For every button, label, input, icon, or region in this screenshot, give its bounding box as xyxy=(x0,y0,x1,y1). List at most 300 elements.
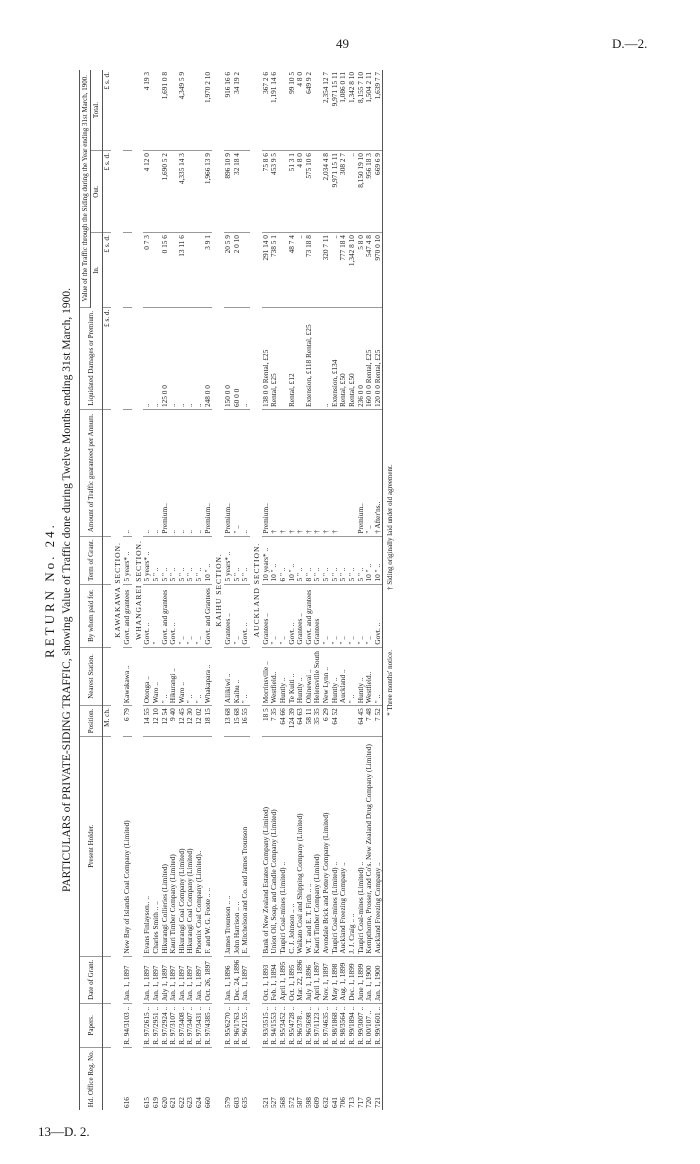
cell-holder: Hikurangi Coal Company (Limited) xyxy=(178,736,187,956)
cell-in xyxy=(241,233,250,307)
header-total: Total. xyxy=(91,70,102,151)
cell-holder: J. J. Craig .. .. xyxy=(348,736,357,956)
cell-holder: Avondale Brick and Pottery Company (Limited) xyxy=(322,736,331,956)
cell-holder: Kauri Timber Company (Limited) xyxy=(169,736,178,956)
cell-total xyxy=(123,70,132,151)
section-heading xyxy=(250,70,262,1110)
cell-date: Oct. 26, 1897 xyxy=(204,956,213,1003)
cell-position: 15 68 xyxy=(233,706,242,736)
cell-date: Feb. 1, 1894 xyxy=(270,956,279,1003)
cell-total: 8,155 7 10 xyxy=(357,70,366,151)
cell-guaranteed: Premium.. xyxy=(224,410,233,537)
cell-ho: 721 xyxy=(374,1047,383,1110)
section-heading xyxy=(212,70,224,1110)
cell-position: 6 29 xyxy=(322,706,331,736)
table-row xyxy=(279,70,288,1110)
cell-guaranteed: † xyxy=(296,410,305,537)
cell-term: 10 " .. xyxy=(365,536,374,584)
unit-total: £ s. d. xyxy=(102,70,111,151)
cell-out: 896 10 9 xyxy=(224,151,233,233)
table-row xyxy=(178,70,187,1110)
cell-paid: Govt. and grantees xyxy=(161,584,170,647)
cell-station: Hikurangi .. xyxy=(169,647,178,706)
cell-guaranteed: † xyxy=(305,410,314,537)
cell-station: Te Kuiti .. xyxy=(288,647,297,706)
cell-station: Aliikiwi .. xyxy=(224,647,233,706)
cell-holder: Hikurangi Coal Company (Limited) xyxy=(186,736,195,956)
cell-holder: Phoenix Coal Company (Limited).. xyxy=(195,736,204,956)
cell-paid: Govt. and Grantees xyxy=(204,584,213,647)
cell-guaranteed: .. xyxy=(143,410,152,537)
cell-paid: " .. xyxy=(339,584,348,647)
cell-paid: Govt. .. xyxy=(169,584,178,647)
cell-station: " .. xyxy=(241,647,250,706)
cell-damages: .. xyxy=(241,307,250,409)
cell-total: 9,971 15 11 xyxy=(331,70,340,151)
cell-ho: 624 xyxy=(194,1097,204,1108)
cell-paid: " .. xyxy=(178,584,187,647)
cell-in: 3 9 1 xyxy=(204,233,213,307)
cell-position: 124 39 xyxy=(288,706,297,736)
cell-damages: Rental, £12 xyxy=(288,307,297,409)
cell-out: 1,690 5 2 xyxy=(161,151,170,233)
cell-total xyxy=(241,70,250,151)
cell-paid: " .. xyxy=(357,584,366,647)
cell-guaranteed: Premium.. xyxy=(262,410,271,537)
header-value-group: Value of the Traffic through the Siding during the Year ending 31st March, 1900. xyxy=(80,70,91,307)
cell-papers: R. 95/6270 .. xyxy=(224,1003,233,1047)
cell-papers: R. 95/4728 .. xyxy=(288,1003,297,1047)
cell-paid: " .. xyxy=(348,584,357,647)
cell-station: " .. xyxy=(374,647,383,706)
cell-total: 1,691 0 8 xyxy=(161,70,170,151)
cell-in: 291 14 0 xyxy=(262,233,271,307)
cell-ho: 616 xyxy=(121,1097,131,1108)
cell-date: Dec. 24, 1896 xyxy=(233,956,242,1003)
footnote-old-agreement: † Siding originally laid under old agreement. xyxy=(386,464,395,591)
cell-damages xyxy=(313,307,322,409)
cell-holder: Bank of New Zealand Estates Company (Limited) xyxy=(262,736,271,956)
cell-term: 5 " .. xyxy=(339,536,348,584)
cell-position: 12 10 xyxy=(152,706,161,736)
cell-paid: Govt. and grantees xyxy=(123,584,132,647)
cell-ho: 603 xyxy=(231,1097,241,1108)
cell-out: 75 8 6 xyxy=(262,151,271,233)
cell-position: 18 5 xyxy=(262,706,271,736)
cell-position xyxy=(339,706,348,736)
cell-guaranteed: " .. xyxy=(365,410,374,537)
cell-holder: Waikato Coal and Shipping Company (Limited) xyxy=(296,736,305,956)
cell-guaranteed: † xyxy=(313,410,322,537)
cell-station: Ohinewai .. xyxy=(305,647,314,706)
cell-position: 12 45 xyxy=(178,706,187,736)
cell-total: 916 16 6 xyxy=(224,70,233,151)
cell-holder: E. Mitchelson and Co. and James Trounson xyxy=(241,736,250,956)
cell-position: 35 35 xyxy=(313,706,322,736)
cell-date: Oct. 1, 1895 xyxy=(288,956,297,1003)
cell-damages: 160 0 0 Rental, £25 xyxy=(365,307,374,409)
cell-date: April 1, 1897 xyxy=(313,956,322,1003)
cell-guaranteed: .. xyxy=(178,410,187,537)
footnote-three-months: * Three months' notice. xyxy=(386,650,395,716)
header-position: Position. xyxy=(80,706,103,736)
cell-station: Auckland .. xyxy=(339,647,348,706)
cell-date: Jan. 1, 1897 xyxy=(186,956,195,1003)
cell-guaranteed xyxy=(339,410,348,537)
unit-position: M. ch. xyxy=(102,706,111,736)
cell-station: Waro .. xyxy=(178,647,187,706)
cell-position: 64 63 xyxy=(296,706,305,736)
cell-paid: " xyxy=(152,584,161,647)
cell-in xyxy=(186,233,195,307)
cell-guaranteed: .. xyxy=(152,410,161,537)
cell-position: 64 45 xyxy=(357,706,366,736)
cell-ho: 609 xyxy=(312,1097,322,1108)
cell-in: 5 8 0 xyxy=(357,233,366,307)
cell-position: 16 55 xyxy=(241,706,250,736)
cell-damages: .. xyxy=(186,307,195,409)
cell-total: 1,342 8 10 xyxy=(348,70,357,151)
cell-paid: " .. xyxy=(365,584,374,647)
cell-date: May 1, 1898 xyxy=(331,956,340,1003)
cell-ho: 660 xyxy=(202,1097,212,1108)
cell-date: Jan. 1, 1900 xyxy=(365,956,374,1003)
cell-holder: Taupiri Coal-mines (Limited) .. xyxy=(357,736,366,956)
cell-total: 2,354 12 7 xyxy=(322,70,331,151)
cell-holder: Charles Smith .. .. xyxy=(152,736,161,956)
cell-term: 5 " .. xyxy=(178,536,187,584)
cell-holder: Union Oil, Soap, and Candle Company (Limited) xyxy=(270,736,279,956)
table-row xyxy=(169,70,178,1110)
unit-damages: £ s. d. xyxy=(102,307,111,409)
cell-date: Jan. 1, 1897 xyxy=(169,956,178,1003)
header-papers: Papers. xyxy=(80,1003,103,1047)
table-row xyxy=(313,70,322,1110)
cell-damages: .. xyxy=(152,307,161,409)
cell-term: 10 " .. xyxy=(270,536,279,584)
table-row xyxy=(322,70,331,1110)
cell-term: 10 " .. xyxy=(204,536,213,584)
section-title: KAWAKAWA SECTION. xyxy=(113,542,123,638)
cell-out: 669 6 9 xyxy=(374,151,383,233)
cell-out xyxy=(241,151,250,233)
cell-station: " .. xyxy=(348,647,357,706)
rotated-return-table xyxy=(40,70,670,1110)
table-row xyxy=(374,70,383,1110)
cell-out: 4 12 0 xyxy=(143,151,152,233)
cell-in: 1,342 8 10 xyxy=(348,233,357,307)
cell-date: Jan. 1, 1900 xyxy=(374,956,383,1003)
cell-term: 8 " .. xyxy=(305,536,314,584)
cell-station: Waro .. xyxy=(152,647,161,706)
sheet-reference: 13—D. 2. xyxy=(38,1124,90,1139)
cell-papers: R. 97/3107 .. xyxy=(169,1003,178,1047)
cell-holder: James Trounson .. .. xyxy=(224,736,233,956)
cell-date: Aug. 1, 1899 xyxy=(339,956,348,1003)
cell-term: 5 " .. xyxy=(322,536,331,584)
cell-paid: " .. xyxy=(186,584,195,647)
cell-in: 970 0 10 xyxy=(374,233,383,307)
cell-damages: .. xyxy=(322,307,331,409)
cell-position: 6 79 xyxy=(123,706,132,736)
cell-term: 10 " .. xyxy=(288,536,297,584)
cell-term: 6 " .. xyxy=(279,536,288,584)
cell-holder: C. J. Johnson .. .. xyxy=(288,736,297,956)
cell-station: New Lynn .. xyxy=(322,647,331,706)
document-reference: D.—2. xyxy=(612,36,648,51)
cell-position: 7 52 xyxy=(374,706,383,736)
unit-in: £ s. d. xyxy=(102,233,111,307)
cell-term: 5 " .. xyxy=(313,536,322,584)
cell-in: 13 11 6 xyxy=(178,233,187,307)
cell-station: Huntly .. xyxy=(279,647,288,706)
cell-station: Otonga .. xyxy=(143,647,152,706)
cell-total: 1,639 7 7 xyxy=(374,70,383,151)
cell-damages: 150 0 0 xyxy=(224,307,233,409)
cell-papers: R. 97/3407 .. xyxy=(186,1003,195,1047)
cell-papers: R. 94/3103 .. xyxy=(123,1003,132,1047)
cell-station: Whakapara .. xyxy=(204,647,213,706)
cell-out xyxy=(186,151,195,233)
cell-damages: 120 0 0 Rental, £25 xyxy=(374,307,383,409)
cell-out: 575 10 6 xyxy=(305,151,314,233)
cell-guaranteed: Premium.. xyxy=(161,410,170,537)
cell-holder: Auckland Freezing Company .. xyxy=(339,736,348,956)
cell-total: 649 9 2 xyxy=(305,70,314,151)
cell-holder: Kauri Timber Company (Limited) xyxy=(313,736,322,956)
cell-total: 1,504 2 11 xyxy=(365,70,374,151)
cell-station: Kaihu .. xyxy=(233,647,242,706)
table-row xyxy=(224,70,233,1110)
cell-ho: 717 xyxy=(355,1097,365,1108)
cell-guaranteed: .. xyxy=(195,410,204,537)
cell-ho: 713 xyxy=(346,1097,356,1108)
cell-total: 34 19 2 xyxy=(233,70,242,151)
cell-station: Helensville South xyxy=(313,647,322,706)
cell-papers: R. 97/4385 .. xyxy=(204,1003,213,1047)
table-row xyxy=(186,70,195,1110)
cell-in: 547 4 8 xyxy=(365,233,374,307)
cell-holder: Taupiri Coal-mines (Limited) .. xyxy=(279,736,288,956)
cell-guaranteed: † xyxy=(279,410,288,537)
cell-out: 9,971 15 11 xyxy=(331,151,340,233)
cell-total: 4 8 0 xyxy=(296,70,305,151)
cell-total: 4,349 5 9 xyxy=(178,70,187,151)
cell-position: 12 30 xyxy=(186,706,195,736)
cell-damages: .. xyxy=(143,307,152,409)
cell-term: 5 " .. xyxy=(169,536,178,584)
table-row xyxy=(331,70,340,1110)
cell-ho: 641 xyxy=(329,1097,339,1108)
cell-damages: 248 0 0 xyxy=(204,307,213,409)
cell-ho: 622 xyxy=(176,1097,186,1108)
cell-papers: R. 96/1763 .. xyxy=(233,1003,242,1047)
cell-papers: R. 97/3408 .. xyxy=(178,1003,187,1047)
cell-station: Morrinsville .. xyxy=(262,647,271,706)
cell-paid: Govt. .. xyxy=(241,584,250,647)
return-title: RETURN No. 24. xyxy=(42,522,57,658)
cell-paid: Grantees .. xyxy=(262,584,271,647)
header-damages: Liquidated Damages or Premium. xyxy=(80,307,103,409)
cell-ho: 632 xyxy=(321,1097,331,1108)
cell-position: 12 54 xyxy=(161,706,170,736)
cell-ho: 635 xyxy=(240,1097,250,1108)
cell-date: Jan. 1, 1897 xyxy=(123,956,132,1003)
cell-holder: W. T. and E. T. Firth .. .. xyxy=(305,736,314,956)
cell-term: 5 years* .. xyxy=(143,536,152,584)
table-row xyxy=(365,70,374,1110)
cell-out: 453 9 5 xyxy=(270,151,279,233)
cell-holder: Taupiri Coal-mines (Limited) .. xyxy=(331,736,340,956)
cell-papers: R. 97/4635 .. xyxy=(322,1003,331,1047)
cell-ho: 521 xyxy=(260,1097,270,1108)
table-row xyxy=(348,70,357,1110)
cell-out: 51 3 1 xyxy=(288,151,297,233)
cell-paid: Grantees .. xyxy=(296,584,305,647)
cell-guaranteed: .. xyxy=(169,410,178,537)
table-row xyxy=(123,70,132,1110)
header-in: In. xyxy=(91,233,102,307)
cell-in: 0 15 6 xyxy=(161,233,170,307)
cell-papers: R. 97/2924 .. xyxy=(161,1003,170,1047)
cell-ho: 598 xyxy=(303,1097,313,1108)
cell-station: " .. xyxy=(186,647,195,706)
cell-papers: R. 94/1553 .. xyxy=(270,1003,279,1047)
cell-damages: Rental, £50 xyxy=(348,307,357,409)
cell-guaranteed: Premium.. xyxy=(357,410,366,537)
cell-damages: Extension, £118 Rental, £25 xyxy=(305,307,314,409)
cell-total: 1,970 2 10 xyxy=(204,70,213,151)
cell-term: 5 " .. xyxy=(357,536,366,584)
cell-damages: Rental, £25 xyxy=(270,307,279,409)
cell-in: 777 18 4 xyxy=(339,233,348,307)
cell-guaranteed: " .. xyxy=(233,410,242,537)
cell-papers: R. 96/2155 .. xyxy=(241,1003,250,1047)
cell-term: 5 " .. xyxy=(241,536,250,584)
cell-total: 1,191 14 6 xyxy=(270,70,279,151)
cell-station: " .. xyxy=(161,647,170,706)
cell-station: Huntly .. xyxy=(296,647,305,706)
private-siding-table xyxy=(79,70,383,1110)
section-title: KAIHU SECTION. xyxy=(214,553,224,627)
cell-in: 0 7 3 xyxy=(143,233,152,307)
header-ho: Hd. Office Reg. No. xyxy=(80,1047,103,1110)
cell-papers: R. 95/3452 .. xyxy=(279,1003,288,1047)
cell-damages: 138 0 0 Rental, £25 xyxy=(262,307,271,409)
cell-ho: 621 xyxy=(168,1097,178,1108)
cell-station: Huntly .. xyxy=(331,647,340,706)
cell-guaranteed: † xyxy=(331,410,340,537)
cell-paid: " .. xyxy=(331,584,340,647)
header-guaranteed: Amount of Traffic guaranteed per Annum. xyxy=(80,410,103,537)
cell-out: 956 18 3 xyxy=(365,151,374,233)
cell-damages: .. xyxy=(169,307,178,409)
cell-position: 64 52 xyxy=(331,706,340,736)
cell-guaranteed: .. xyxy=(186,410,195,537)
cell-papers: R. 99/1601 .. xyxy=(374,1003,383,1047)
cell-station: Huntly .. xyxy=(357,647,366,706)
cell-date: Jan. 1, 1897 xyxy=(195,956,204,1003)
cell-position: 14 55 xyxy=(143,706,152,736)
cell-date: Jan. 1, 1897 xyxy=(241,956,250,1003)
cell-damages: 125 0 0 xyxy=(161,307,170,409)
header-station: Nearest Station. xyxy=(80,647,103,706)
cell-total: 4 19 3 xyxy=(143,70,152,151)
cell-holder: Auckland Freezing Company .. xyxy=(374,736,383,956)
cell-position: 7 35 xyxy=(270,706,279,736)
cell-in xyxy=(123,233,132,307)
cell-position: 12 02 xyxy=(195,706,204,736)
cell-damages: 236 0 0 xyxy=(357,307,366,409)
cell-total xyxy=(186,70,195,151)
cell-out: 1,966 13 9 xyxy=(204,151,213,233)
cell-in: 48 7 4 xyxy=(288,233,297,307)
return-subtitle: PARTICULARS of PRIVATE-SIDING TRAFFIC, showing Value of Traffic done during Twelve Months ending 31st March, 1900. xyxy=(61,288,73,892)
cell-term: 10 " .. xyxy=(374,536,383,584)
cell-papers: R. 98/1868 .. xyxy=(331,1003,340,1047)
table-row xyxy=(262,70,271,1110)
cell-date: Jan. 1, 1897 xyxy=(143,956,152,1003)
cell-damages: .. xyxy=(195,307,204,409)
cell-papers: R. 96/3698 .. xyxy=(305,1003,314,1047)
cell-position: 9 40 xyxy=(169,706,178,736)
cell-papers: R. 99/1894 .. xyxy=(348,1003,357,1047)
cell-in: 20 5 9 xyxy=(224,233,233,307)
cell-term: 5 years* .. xyxy=(123,536,132,584)
cell-term: 10 years* .. xyxy=(262,536,271,584)
cell-term: 5 " .. xyxy=(161,536,170,584)
cell-paid: " .. xyxy=(322,584,331,647)
cell-holder: Hikurangi Collieries (Limited) xyxy=(161,736,170,956)
table-row xyxy=(204,70,213,1110)
cell-term: 5 " .. xyxy=(348,536,357,584)
cell-ho: 720 xyxy=(364,1097,374,1108)
cell-date: April 1, 1895 xyxy=(279,956,288,1003)
cell-holder: Evans Finlayson.. .. xyxy=(143,736,152,956)
cell-station: " .. xyxy=(195,647,204,706)
cell-ho: 587 xyxy=(295,1097,305,1108)
cell-in: 738 5 1 xyxy=(270,233,279,307)
table-row xyxy=(357,70,366,1110)
table-body xyxy=(102,70,383,1110)
cell-ho: 527 xyxy=(269,1097,279,1108)
cell-in: .. xyxy=(296,233,305,307)
cell-paid: Govt. and grantees xyxy=(305,584,314,647)
cell-date: June 1, 1899 xyxy=(357,956,366,1003)
cell-out: 308 2 7 xyxy=(339,151,348,233)
page-number: 49 xyxy=(336,36,349,51)
cell-date: Mar. 22, 1896 xyxy=(296,956,305,1003)
cell-guaranteed: † After'ns.. xyxy=(374,410,383,537)
cell-term: 5 " .. xyxy=(152,536,161,584)
cell-out: 2,034 4 8 xyxy=(322,151,331,233)
cell-position: 13 68 xyxy=(224,706,233,736)
cell-paid: " .. xyxy=(195,584,204,647)
cell-term: 5 " .. xyxy=(331,536,340,584)
cell-papers: R. 00/107 .. xyxy=(365,1003,374,1047)
cell-ho: 579 xyxy=(223,1097,233,1108)
cell-total: 99 10 5 xyxy=(288,70,297,151)
cell-date: Dec. 1, 1899 xyxy=(348,956,357,1003)
cell-damages: Rental, £50 xyxy=(339,307,348,409)
cell-papers: R. 98/3564 .. xyxy=(339,1003,348,1047)
cell-paid: Govt. .. xyxy=(288,584,297,647)
table-row xyxy=(241,70,250,1110)
table-row xyxy=(233,70,242,1110)
cell-papers: R. 96/378 .. xyxy=(296,1003,305,1047)
cell-damages: 60 0 0 xyxy=(233,307,242,409)
cell-date: Jan. 1, 1896 xyxy=(224,956,233,1003)
